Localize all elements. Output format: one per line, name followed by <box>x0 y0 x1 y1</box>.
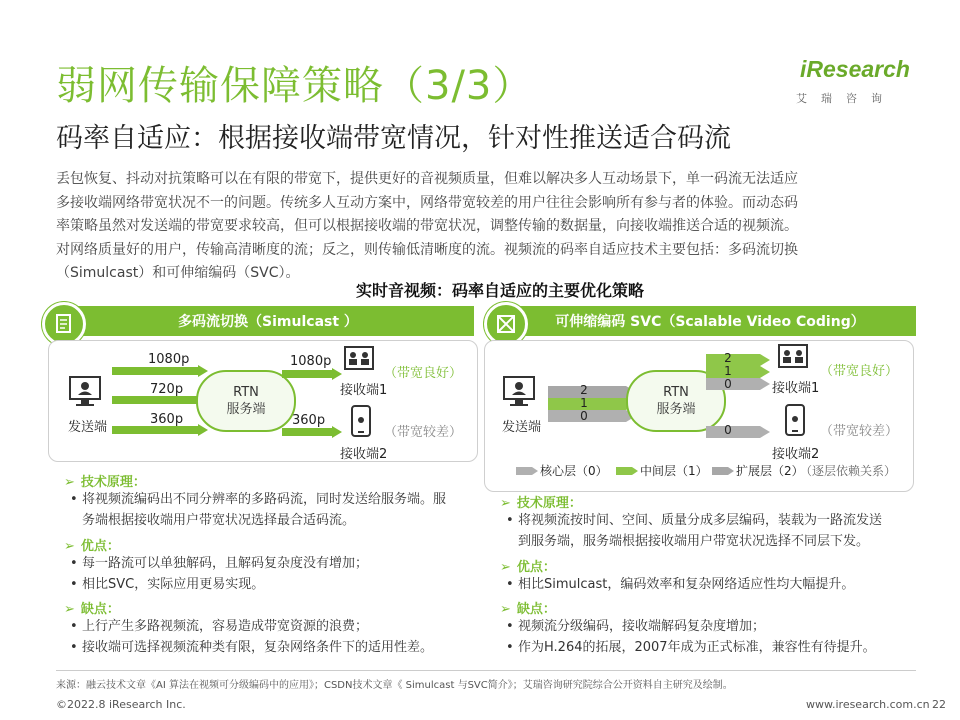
mobile-phone-icon <box>350 405 372 441</box>
layer-num: 2 <box>724 351 732 365</box>
receiver1-label: 接收端1 <box>340 383 388 398</box>
cons-heading: ➢ 缺点： <box>64 602 120 617</box>
simulcast-header <box>62 306 474 336</box>
principle-item: • 将视频流按时间、空间、质量分成多层编码，装载为一路流发送 到服务端，服务端根据接收端用户带宽状况选择不同层下发。 <box>506 513 883 549</box>
sender-label: 发送端 <box>68 420 108 435</box>
footer-divider <box>56 670 916 671</box>
out-stream-label: 360p <box>292 413 326 428</box>
principle-line: 务端根据接收端用户带宽状况选择最合适码流。 <box>82 513 356 528</box>
pros-text: 每一路流可以单独解码，且解码复杂度没有增加； <box>82 556 369 571</box>
computer-user-icon <box>502 375 542 413</box>
iresearch-logo <box>792 56 912 112</box>
cons-text: 接收端可选择视频流种类有限，复杂网络条件下的适用性差。 <box>82 640 434 655</box>
receiver2-label: 接收端2 <box>340 447 388 462</box>
cons-item: • 作为H.264的拓展，2007年成为正式标准，兼容性有待提升。 <box>506 640 876 655</box>
layer-num: 0 <box>724 377 732 391</box>
principle-line: 将视频流编码出不同分辨率的多路码流，同时发送给服务端。服 <box>82 492 447 507</box>
cons-item: • 接收端可选择视频流种类有限，复杂网络条件下的适用性差。 <box>70 640 434 655</box>
pros-heading-text: 优点： <box>80 539 120 554</box>
page-number: 22 <box>932 698 946 711</box>
arrow-out-1080p <box>282 368 342 380</box>
layered-arrow-out-1 <box>706 351 770 390</box>
legend-ext-swatch <box>712 466 734 476</box>
pros-item: • 每一路流可以单独解码，且解码复杂度没有增加； <box>70 556 369 571</box>
cons-text: 作为H.264的拓展，2007年成为正式标准，兼容性有待提升。 <box>518 640 876 655</box>
video-conference-icon <box>344 346 374 378</box>
rtn-server <box>196 370 296 432</box>
out-stream-label: 1080p <box>290 354 332 369</box>
bandwidth-good-note: （带宽良好） <box>820 364 899 379</box>
server-line2: 服务端 <box>226 402 266 417</box>
layer-num: 1 <box>724 364 732 378</box>
stream-label: 720p <box>150 382 184 397</box>
chart-title: 实时音视频：码率自适应的主要优化策略 <box>355 281 644 300</box>
legend-mid-swatch <box>616 466 638 476</box>
sender-label: 发送端 <box>502 420 542 435</box>
website-link[interactable]: www.iresearch.com.cn <box>806 698 930 711</box>
pros-item: • 相比SVC，实际应用更易实现。 <box>70 577 265 592</box>
receiver1-label: 接收端1 <box>772 381 820 396</box>
pros-item: • 相比Simulcast，编码效率和复杂网络适应性均大幅提升。 <box>506 577 855 592</box>
cons-text: 上行产生多路视频流，容易造成带宽资源的浪费； <box>82 619 369 634</box>
legend-core: 核心层（0） <box>540 464 608 478</box>
principle-line: 将视频流按时间、空间、质量分成多层编码，装载为一路流发送 <box>518 513 883 528</box>
server-line1: RTN <box>663 385 689 400</box>
intro-line: 对网络质量好的用户，传输高清晰度的流；反之，则传输低清晰度的流。视频流的码率自适应技术主要包括：多码流切换 <box>56 241 798 258</box>
bandwidth-poor-note: （带宽较差） <box>820 424 899 439</box>
principle-heading-text: 技术原理： <box>80 475 146 490</box>
legend-note: （逐层依赖关系） <box>800 464 897 478</box>
pros-heading-text: 优点： <box>516 560 556 575</box>
layer-num: 0 <box>724 423 732 437</box>
server-line1: RTN <box>233 385 259 400</box>
pros-heading: ➢ 优点： <box>500 560 556 575</box>
logo-cn: 艾瑞咨询 <box>796 92 896 105</box>
legend-core-swatch <box>516 466 538 476</box>
pros-text: 相比SVC，实际应用更易实现。 <box>82 577 265 592</box>
intro-line: （Simulcast）和可伸缩编码（SVC）。 <box>56 265 300 281</box>
intro-line: 率策略虽然对发送端的带宽要求较高，但可以根据接收端的带宽状况，调整传输的数据量，向接收端推送合适的视频流。 <box>56 218 798 234</box>
logo-brand: iResearch <box>800 56 910 82</box>
cons-heading-text: 缺点： <box>80 602 120 617</box>
stream-label: 360p <box>150 412 184 427</box>
cons-text: 视频流分级编码，接收端解码复杂度增加； <box>518 619 766 634</box>
layer-num: 2 <box>580 383 588 397</box>
layer-num: 0 <box>580 409 588 423</box>
layer-num: 1 <box>580 396 588 410</box>
principle-item: • 将视频流编码出不同分辨率的多路码流，同时发送给服务端。服 务端根据接收端用户带宽状况选择最合适码流。 <box>70 492 447 528</box>
pros-heading: ➢ 优点： <box>64 539 120 554</box>
svc-header-text: 可伸缩编码 SVC（Scalable Video Coding） <box>555 314 865 330</box>
svc-header <box>504 306 916 336</box>
bandwidth-good-note: （带宽良好） <box>384 366 463 381</box>
principle-line: 到服务端，服务端根据接收端用户带宽状况选择不同层下发。 <box>518 534 870 549</box>
principle-heading: ➢ 技术原理： <box>64 475 146 490</box>
bandwidth-poor-note: （带宽较差） <box>384 425 463 440</box>
video-conference-icon <box>778 344 808 376</box>
page-subtitle: 码率自适应：根据接收端带宽情况，针对性推送适合码流 <box>56 123 731 154</box>
principle-heading: ➢ 技术原理： <box>500 496 582 511</box>
copyright: ©2022.8 iResearch Inc. <box>56 698 186 711</box>
legend-ext: 扩展层（2） <box>736 464 804 478</box>
principle-heading-text: 技术原理： <box>516 496 582 511</box>
page-title: 弱网传输保障策略（3/3） <box>56 63 534 109</box>
stream-label: 1080p <box>148 352 190 367</box>
computer-user-icon <box>68 375 108 413</box>
cons-heading: ➢ 缺点： <box>500 602 556 617</box>
cons-heading-text: 缺点： <box>516 602 556 617</box>
pros-text: 相比Simulcast，编码效率和复杂网络适应性均大幅提升。 <box>518 577 855 592</box>
mobile-phone-icon <box>784 404 806 440</box>
intro-line: 丢包恢复、抖动对抗策略可以在有限的带宽下，提供更好的音视频质量，但难以解决多人互动场景下，单一码流无法适应 <box>56 171 798 187</box>
layered-arrow-in <box>548 383 636 422</box>
source-note: 来源：融云技术文章《AI 算法在视频可分级编码中的应用》；CSDN技术文章《 Simulcast 与SVC简介》；艾瑞咨询研究院综合公开资料自主研究及绘制。 <box>56 680 733 691</box>
intro-paragraph <box>56 168 912 286</box>
simulcast-header-text: 多码流切换（Simulcast ） <box>178 314 358 330</box>
cons-item: • 视频流分级编码，接收端解码复杂度增加； <box>506 619 766 634</box>
legend-mid: 中间层（1） <box>640 464 708 478</box>
server-line2: 服务端 <box>656 402 696 417</box>
intro-line: 多接收端网络带宽状况不一的问题。传统多人互动方案中，网络带宽较差的用户往往会影响所有参与者的体验。而动态码 <box>56 194 798 211</box>
cons-item: • 上行产生多路视频流，容易造成带宽资源的浪费； <box>70 619 369 634</box>
receiver2-label: 接收端2 <box>772 447 820 462</box>
arrow-out-core <box>706 423 770 438</box>
